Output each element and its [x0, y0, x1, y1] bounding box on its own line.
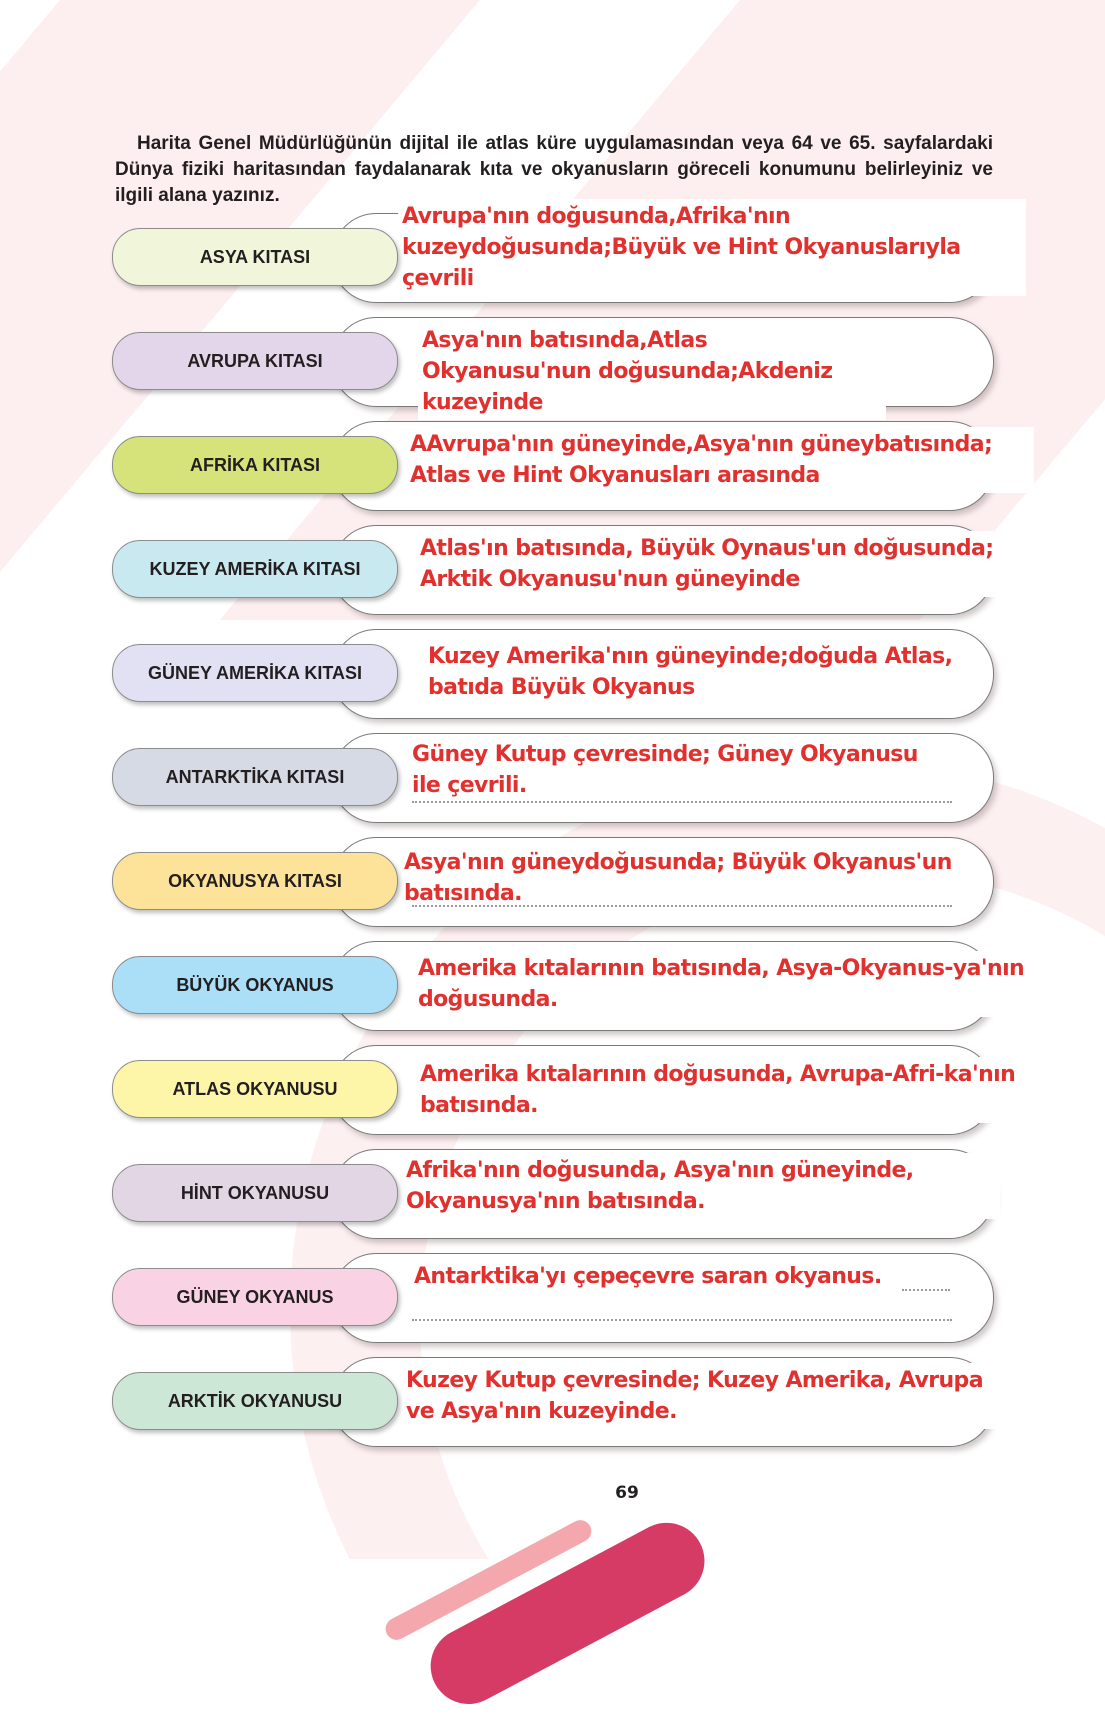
row-asya — [112, 204, 1002, 305]
dotted-line — [902, 1289, 950, 1291]
label-kuzey-amerika-kitasi: KUZEY AMERİKA KITASI — [112, 540, 398, 598]
label-asya-kitasi: ASYA KITASI — [112, 228, 398, 286]
label-guney-amerika-kitasi: GÜNEY AMERİKA KITASI — [112, 644, 398, 702]
row-okyanusya — [112, 837, 1002, 929]
answer-text: Amerika kıtalarının batısında, Asya-Okyanus-ya'nın doğusunda. — [414, 951, 1042, 1017]
dotted-line — [412, 1319, 952, 1321]
row-guney-amerika — [112, 629, 1002, 721]
label-buyuk-okyanus: BÜYÜK OKYANUS — [112, 956, 398, 1014]
instructions-text: Harita Genel Müdürlüğünün dijital ile atlas küre uygulamasından veya 64 ve 65. sayfalardaki Dünya fiziki haritasından faydalanarak kıta ve okyanusların göreceli konumunu belirleyiniz ve ilgili alana yazınız. — [115, 133, 993, 206]
row-arktik-okyanusu — [112, 1357, 1002, 1449]
label-hint-okyanusu: HİNT OKYANUSU — [112, 1164, 398, 1222]
answer-text: Antarktika'yı çepeçevre saran okyanus. — [414, 1264, 882, 1289]
row-kuzey-amerika — [112, 525, 1002, 617]
label-atlas-okyanusu: ATLAS OKYANUSU — [112, 1060, 398, 1118]
dotted-line — [412, 905, 952, 907]
answer-text: AAvrupa'nın güneyinde,Asya'nın güneybatısında; Atlas ve Hint Okyanusları arasında — [406, 427, 1034, 493]
dotted-line — [412, 801, 952, 803]
row-hint-okyanusu — [112, 1149, 1002, 1241]
answer-text: Güney Kutup çevresinde; Güney Okyanusu ile çevrili. — [412, 742, 918, 798]
answer-text: Asya'nın güneydoğusunda; Büyük Okyanus'un batısında. — [404, 850, 952, 906]
answer-text: Kuzey Amerika'nın güneyinde;doğuda Atlas, batıda Büyük Okyanus — [424, 639, 972, 705]
label-guney-okyanus: GÜNEY OKYANUS — [112, 1268, 398, 1326]
page-number-badge — [380, 1450, 700, 1560]
row-atlas-okyanusu — [112, 1045, 1016, 1137]
row-guney-okyanus — [112, 1253, 1002, 1345]
row-antarktika — [112, 733, 1002, 825]
page-number: 69 — [602, 1468, 652, 1518]
row-afrika — [112, 421, 1002, 513]
answer-text: Kuzey Kutup çevresinde; Kuzey Amerika, Avrupa ve Asya'nın kuzeyinde. — [402, 1363, 1010, 1429]
answer-text: Atlas'ın batısında, Büyük Oynaus'un doğusunda; Arktik Okyanusu'nun güneyinde — [416, 531, 1044, 597]
label-antarktika-kitasi: ANTARKTİKA KITASI — [112, 748, 398, 806]
answer-text: Asya'nın batısında,Atlas Okyanusu'nun doğusunda;Akdeniz kuzeyinde — [418, 323, 886, 420]
answer-text: Avrupa'nın doğusunda,Afrika'nın kuzeydoğusunda;Büyük ve Hint Okyanuslarıyla çevrili — [398, 199, 1026, 296]
row-buyuk-okyanus — [112, 941, 1025, 1033]
answer-text: Afrika'nın doğusunda, Asya'nın güneyinde, Okyanusya'nın batısında. — [402, 1153, 1000, 1219]
label-okyanusya-kitasi: OKYANUSYA KITASI — [112, 852, 398, 910]
label-avrupa-kitasi: AVRUPA KITASI — [112, 332, 398, 390]
answer-text: Amerika kıtalarının doğusunda, Avrupa-Afri-ka'nın batısında. — [416, 1057, 1044, 1123]
label-afrika-kitasi: AFRİKA KITASI — [112, 436, 398, 494]
label-arktik-okyanusu: ARKTİK OKYANUSU — [112, 1372, 398, 1430]
row-avrupa — [112, 317, 1002, 415]
